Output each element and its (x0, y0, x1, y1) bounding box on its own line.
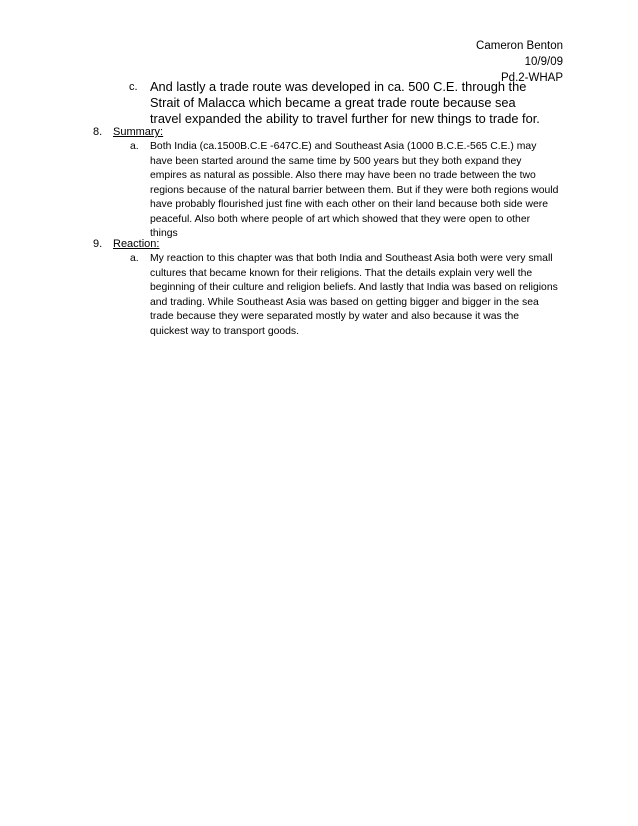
document-date: 10/9/09 (524, 56, 563, 68)
summary-heading (93, 125, 573, 140)
section-number: 8. (93, 126, 103, 138)
class-period: Pd.2-WHAP (501, 72, 563, 84)
reaction-item-a (130, 252, 560, 339)
list-marker: a. (130, 253, 139, 264)
list-item-text: And lastly a trade route was developed in ca. 500 C.E. through the Strait of Malacca which became a great trade route because sea travel expanded the ability to travel further for new things to trade for. (150, 79, 540, 126)
section-label: Reaction: (113, 238, 160, 250)
section-label: Summary: (113, 126, 164, 138)
reaction-section (93, 237, 573, 339)
summary-item-a (130, 140, 560, 242)
list-marker: c. (129, 81, 138, 93)
reaction-text: My reaction to this chapter was that both India and Southeast Asia both were very small cultures that became known for their religions. That the details explain very well the beginning of their culture and religion beliefs. And lastly that India was based on religions and trading. While Southeast Asia was based on getting bigger and bigger in the sea trade because they were separated mostly by water and also because it was the quickest way to transport goods. (150, 253, 558, 337)
summary-text: Both India (ca.1500B.C.E -647C.E) and Southeast Asia (1000 B.C.E.-565 C.E.) may have been started around the same time by 500 years but they both expand they empires as natural as possible. Also there may have been no trade between the two regions because of the natural barrier between them. But if they were both regions would have probably flourished just fine with each other on their land because both side were peaceful. Also both where people of art which showed that they were open to other things (150, 141, 559, 239)
reaction-heading (93, 237, 573, 252)
list-marker: a. (130, 141, 139, 152)
author-name: Cameron Benton (476, 40, 563, 52)
list-item-c (129, 79, 549, 127)
section-number: 9. (93, 238, 103, 250)
summary-section (93, 125, 573, 242)
